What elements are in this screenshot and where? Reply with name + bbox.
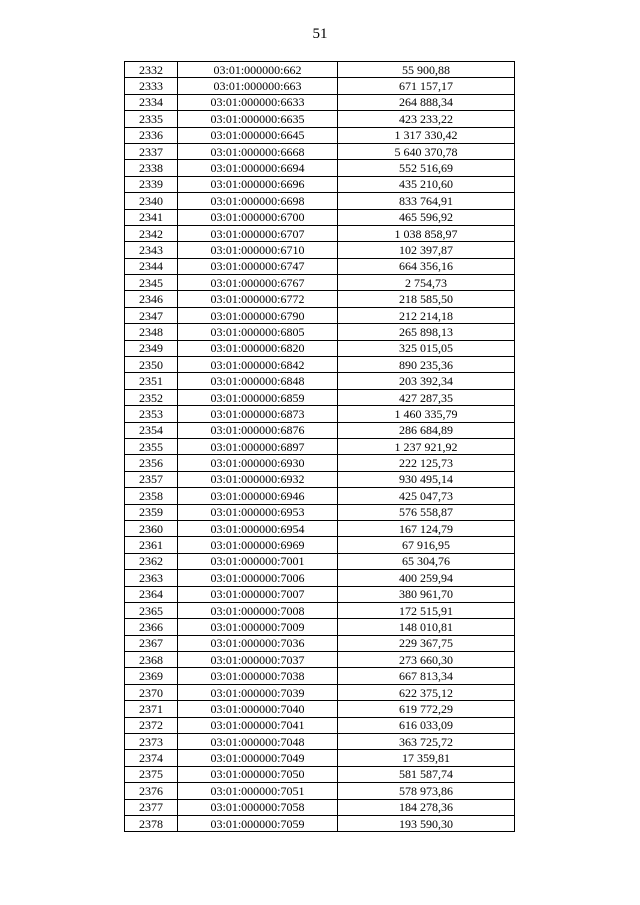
table-row [125, 258, 515, 274]
table-row [125, 537, 515, 553]
value-cell: 273 660,30 [338, 652, 515, 668]
value-cell: 616 033,09 [338, 717, 515, 733]
row-number-cell: 2371 [125, 701, 178, 717]
row-number-cell: 2351 [125, 373, 178, 389]
row-number-cell: 2376 [125, 783, 178, 799]
row-number-cell: 2334 [125, 94, 178, 110]
cadastral-number-cell: 03:01:000000:6700 [178, 209, 338, 225]
row-number-cell: 2361 [125, 537, 178, 553]
cadastral-number-cell: 03:01:000000:6696 [178, 176, 338, 192]
row-number-cell: 2347 [125, 307, 178, 323]
row-number-cell: 2364 [125, 586, 178, 602]
row-number-cell: 2340 [125, 193, 178, 209]
cadastral-number-cell: 03:01:000000:7049 [178, 750, 338, 766]
value-cell: 671 157,17 [338, 78, 515, 94]
row-number-cell: 2368 [125, 652, 178, 668]
table-row [125, 275, 515, 291]
table-row [125, 766, 515, 782]
table-row [125, 357, 515, 373]
table-row [125, 586, 515, 602]
row-number-cell: 2348 [125, 324, 178, 340]
table-row [125, 750, 515, 766]
table-row [125, 570, 515, 586]
table-row [125, 324, 515, 340]
table-row [125, 62, 515, 78]
value-cell: 184 278,36 [338, 799, 515, 815]
cadastral-number-cell: 03:01:000000:663 [178, 78, 338, 94]
row-number-cell: 2372 [125, 717, 178, 733]
cadastral-number-cell: 03:01:000000:7037 [178, 652, 338, 668]
value-cell: 65 304,76 [338, 553, 515, 569]
table-row [125, 684, 515, 700]
row-number-cell: 2358 [125, 488, 178, 504]
row-number-cell: 2369 [125, 668, 178, 684]
table-body [125, 62, 515, 832]
table-row [125, 160, 515, 176]
table-row [125, 619, 515, 635]
table-row [125, 127, 515, 143]
value-cell: 67 916,95 [338, 537, 515, 553]
value-cell: 1 237 921,92 [338, 438, 515, 454]
cadastral-number-cell: 03:01:000000:6953 [178, 504, 338, 520]
cadastral-number-cell: 03:01:000000:6848 [178, 373, 338, 389]
row-number-cell: 2375 [125, 766, 178, 782]
page-number: 51 [312, 26, 328, 42]
value-cell: 400 259,94 [338, 570, 515, 586]
value-cell: 2 754,73 [338, 275, 515, 291]
table-row [125, 340, 515, 356]
value-cell: 55 900,88 [338, 62, 515, 78]
cadastral-number-cell: 03:01:000000:7059 [178, 815, 338, 831]
row-number-cell: 2336 [125, 127, 178, 143]
value-cell: 212 214,18 [338, 307, 515, 323]
value-cell: 576 558,87 [338, 504, 515, 520]
value-cell: 833 764,91 [338, 193, 515, 209]
row-number-cell: 2342 [125, 225, 178, 241]
table-row [125, 717, 515, 733]
value-cell: 172 515,91 [338, 602, 515, 618]
table-row [125, 652, 515, 668]
cadastral-number-cell: 03:01:000000:6946 [178, 488, 338, 504]
value-cell: 423 233,22 [338, 111, 515, 127]
value-cell: 664 356,16 [338, 258, 515, 274]
cadastral-number-cell: 03:01:000000:6707 [178, 225, 338, 241]
value-cell: 1 317 330,42 [338, 127, 515, 143]
table-row [125, 815, 515, 831]
cadastral-number-cell: 03:01:000000:6897 [178, 438, 338, 454]
cadastral-number-cell: 03:01:000000:6930 [178, 455, 338, 471]
cadastral-number-cell: 03:01:000000:7041 [178, 717, 338, 733]
row-number-cell: 2360 [125, 520, 178, 536]
table-row [125, 225, 515, 241]
cadastral-number-cell: 03:01:000000:7038 [178, 668, 338, 684]
value-cell: 193 590,30 [338, 815, 515, 831]
row-number-cell: 2374 [125, 750, 178, 766]
table-row [125, 553, 515, 569]
row-number-cell: 2365 [125, 602, 178, 618]
table-row [125, 602, 515, 618]
row-number-cell: 2355 [125, 438, 178, 454]
table-row [125, 701, 515, 717]
cadastral-number-cell: 03:01:000000:7036 [178, 635, 338, 651]
cadastral-number-cell: 03:01:000000:7048 [178, 734, 338, 750]
value-cell: 363 725,72 [338, 734, 515, 750]
cadastral-value-table [124, 61, 515, 832]
table-row [125, 307, 515, 323]
row-number-cell: 2339 [125, 176, 178, 192]
table-row [125, 291, 515, 307]
cadastral-number-cell: 03:01:000000:7009 [178, 619, 338, 635]
cadastral-number-cell: 03:01:000000:6767 [178, 275, 338, 291]
value-cell: 435 210,60 [338, 176, 515, 192]
row-number-cell: 2370 [125, 684, 178, 700]
cadastral-number-cell: 03:01:000000:6805 [178, 324, 338, 340]
value-cell: 286 684,89 [338, 422, 515, 438]
row-number-cell: 2373 [125, 734, 178, 750]
row-number-cell: 2337 [125, 143, 178, 159]
value-cell: 890 235,36 [338, 357, 515, 373]
value-cell: 1 038 858,97 [338, 225, 515, 241]
table-row [125, 78, 515, 94]
row-number-cell: 2356 [125, 455, 178, 471]
cadastral-number-cell: 03:01:000000:6635 [178, 111, 338, 127]
table-row [125, 422, 515, 438]
table-row [125, 406, 515, 422]
table-row [125, 176, 515, 192]
value-cell: 148 010,81 [338, 619, 515, 635]
value-cell: 203 392,34 [338, 373, 515, 389]
row-number-cell: 2359 [125, 504, 178, 520]
table-row [125, 488, 515, 504]
table-row [125, 111, 515, 127]
table-row [125, 799, 515, 815]
value-cell: 380 961,70 [338, 586, 515, 602]
row-number-cell: 2350 [125, 357, 178, 373]
row-number-cell: 2377 [125, 799, 178, 815]
cadastral-number-cell: 03:01:000000:6842 [178, 357, 338, 373]
cadastral-number-cell: 03:01:000000:6873 [178, 406, 338, 422]
cadastral-number-cell: 03:01:000000:6772 [178, 291, 338, 307]
value-cell: 619 772,29 [338, 701, 515, 717]
cadastral-number-cell: 03:01:000000:7040 [178, 701, 338, 717]
cadastral-number-cell: 03:01:000000:6820 [178, 340, 338, 356]
table-row [125, 373, 515, 389]
cadastral-number-cell: 03:01:000000:7007 [178, 586, 338, 602]
cadastral-number-cell: 03:01:000000:7058 [178, 799, 338, 815]
value-cell: 102 397,87 [338, 242, 515, 258]
value-cell: 622 375,12 [338, 684, 515, 700]
cadastral-number-cell: 03:01:000000:662 [178, 62, 338, 78]
table-row [125, 94, 515, 110]
row-number-cell: 2353 [125, 406, 178, 422]
value-cell: 552 516,69 [338, 160, 515, 176]
value-cell: 218 585,50 [338, 291, 515, 307]
cadastral-number-cell: 03:01:000000:6710 [178, 242, 338, 258]
row-number-cell: 2332 [125, 62, 178, 78]
value-cell: 229 367,75 [338, 635, 515, 651]
row-number-cell: 2366 [125, 619, 178, 635]
row-number-cell: 2354 [125, 422, 178, 438]
value-cell: 222 125,73 [338, 455, 515, 471]
value-cell: 264 888,34 [338, 94, 515, 110]
value-cell: 425 047,73 [338, 488, 515, 504]
table-row [125, 455, 515, 471]
value-cell: 930 495,14 [338, 471, 515, 487]
value-cell: 1 460 335,79 [338, 406, 515, 422]
row-number-cell: 2338 [125, 160, 178, 176]
row-number-cell: 2362 [125, 553, 178, 569]
table-row [125, 143, 515, 159]
value-cell: 427 287,35 [338, 389, 515, 405]
row-number-cell: 2357 [125, 471, 178, 487]
row-number-cell: 2335 [125, 111, 178, 127]
row-number-cell: 2333 [125, 78, 178, 94]
table-row [125, 635, 515, 651]
value-cell: 5 640 370,78 [338, 143, 515, 159]
table-row [125, 783, 515, 799]
cadastral-number-cell: 03:01:000000:6969 [178, 537, 338, 553]
cadastral-number-cell: 03:01:000000:7008 [178, 602, 338, 618]
row-number-cell: 2345 [125, 275, 178, 291]
row-number-cell: 2349 [125, 340, 178, 356]
value-cell: 325 015,05 [338, 340, 515, 356]
row-number-cell: 2367 [125, 635, 178, 651]
value-cell: 667 813,34 [338, 668, 515, 684]
cadastral-number-cell: 03:01:000000:6747 [178, 258, 338, 274]
table-row [125, 193, 515, 209]
row-number-cell: 2346 [125, 291, 178, 307]
cadastral-number-cell: 03:01:000000:6954 [178, 520, 338, 536]
row-number-cell: 2344 [125, 258, 178, 274]
cadastral-number-cell: 03:01:000000:7006 [178, 570, 338, 586]
cadastral-number-cell: 03:01:000000:6668 [178, 143, 338, 159]
table-row [125, 209, 515, 225]
table-row [125, 668, 515, 684]
cadastral-number-cell: 03:01:000000:7051 [178, 783, 338, 799]
row-number-cell: 2363 [125, 570, 178, 586]
value-cell: 17 359,81 [338, 750, 515, 766]
table-row [125, 438, 515, 454]
cadastral-number-cell: 03:01:000000:6633 [178, 94, 338, 110]
row-number-cell: 2343 [125, 242, 178, 258]
value-cell: 581 587,74 [338, 766, 515, 782]
value-cell: 578 973,86 [338, 783, 515, 799]
table-row [125, 734, 515, 750]
row-number-cell: 2341 [125, 209, 178, 225]
cadastral-number-cell: 03:01:000000:7039 [178, 684, 338, 700]
cadastral-number-cell: 03:01:000000:6876 [178, 422, 338, 438]
table-row [125, 471, 515, 487]
value-cell: 167 124,79 [338, 520, 515, 536]
row-number-cell: 2378 [125, 815, 178, 831]
cadastral-number-cell: 03:01:000000:6698 [178, 193, 338, 209]
table-row [125, 242, 515, 258]
cadastral-number-cell: 03:01:000000:6694 [178, 160, 338, 176]
cadastral-number-cell: 03:01:000000:6859 [178, 389, 338, 405]
table-row [125, 389, 515, 405]
cadastral-number-cell: 03:01:000000:6645 [178, 127, 338, 143]
cadastral-number-cell: 03:01:000000:6932 [178, 471, 338, 487]
cadastral-number-cell: 03:01:000000:6790 [178, 307, 338, 323]
value-cell: 265 898,13 [338, 324, 515, 340]
value-cell: 465 596,92 [338, 209, 515, 225]
table-row [125, 520, 515, 536]
cadastral-number-cell: 03:01:000000:7001 [178, 553, 338, 569]
table-row [125, 504, 515, 520]
row-number-cell: 2352 [125, 389, 178, 405]
cadastral-number-cell: 03:01:000000:7050 [178, 766, 338, 782]
